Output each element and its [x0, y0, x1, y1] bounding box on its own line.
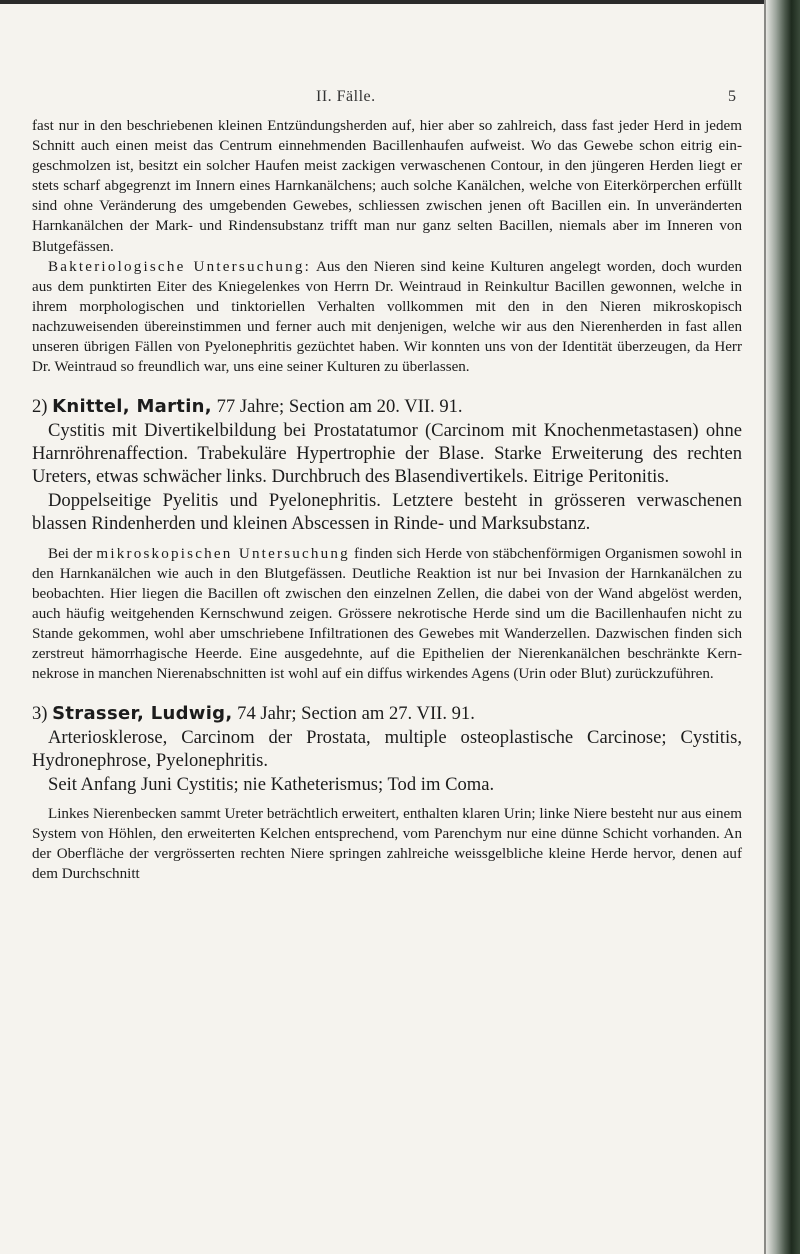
bacteriology-text: Aus den Nieren sind keine Kulturen angelegt worden, doch wurden aus dem punktirten Eiter des Kniegelenkes von Herrn Dr. Weintraud in Reinkultur Bacillen gewonnen, welche in ihrem morphologischen und tinktoriellen Verhalten vollkommen mit den in den Nieren mikroskopisch nachzuweisenden übereinstimmen und ferner auch mit denjenigen, welche wir aus den Nierenherden in fast allen unseren übrigen Fällen von Pyelonephritis gezüchtet haben. Wir konnten uns von der Identität überzeugen, da Herr Dr. Weintraud so freundlich war, uns eine seiner Kulturen zu überlassen. — [32, 258, 742, 376]
running-head: II. Fälle. — [316, 88, 376, 105]
body-text — [32, 116, 742, 884]
page-number: 5 — [728, 88, 736, 105]
case-2-diagnosis-1: Cystitis mit Divertikelbildung bei Prostatatumor (Carcinom mit Knochenmetastasen) ohne Harnröhrenaffection. Trabekuläre Hypertrophie der Blase. Starke Erweiterung des rechten Ureters, etwas schwächer links. Durchbruch des Blasendivertikels. Eitrige Peritonitis. — [32, 419, 742, 488]
bacteriology-lead: Bakteriologische Untersuchung: — [48, 258, 311, 275]
case-3-number: 3) — [32, 703, 53, 725]
case-3-name: Strasser, Ludwig, — [52, 703, 233, 725]
page-header — [0, 88, 766, 112]
case-2-name: Knittel, Martin, — [52, 396, 212, 418]
case-2-body-post: finden sich Herde von stäbchenförmigen Organismen sowohl in den Harnkanälchen wie auch in den Blutgefässen. Deutliche Reaktion ist nur bei Invasion der Harnkanälchen zu beobachten. Hier liegen die Bacillen oft zwischen den einzelnen Zellen, die dabei von der Wand abgelöst werden, auch häufig weitgehenden Kernschwund zeigen. Grössere nekrotische Herde sind um die Bacillenhaufen nicht zu Stande gekommen, wohl aber umschriebene Infiltrationen des Gewebes mit Wanderzellen. Dazwischen finden sich zerstreut hämorrhagische Heerde. Eine ausgedehnte, auf die Epithelien der Nierenkanälchen beschränkte Kernnekrose in manchen Nierenabschnitten ist wohl auf ein diffus wirkendes Agens (Urin oder Blut) zurückzuführen. — [32, 545, 743, 683]
paragraph-bacteriology — [32, 257, 742, 378]
case-2-number: 2) — [32, 396, 53, 418]
case-2-diagnosis-2: Doppelseitige Pyelitis und Pyelonephritis. Letztere besteht in grösseren verwaschenen blassen Rindenherden und kleinen Abscessen in Rinde- und Marksubstanz. — [32, 489, 742, 535]
case-2-details: 77 Jahre; Section am 20. VII. 91. — [211, 396, 463, 418]
case-2-body — [32, 544, 742, 685]
binding-edge — [766, 0, 800, 1254]
case-3-body: Linkes Nierenbecken sammt Ureter beträchtlich erweitert, enthalten klaren Urin; linke Niere besteht nur aus einem System von Höhlen, den erweiterten Kelchen entsprechend, vom Parenchym nur eine dünne Schicht vorhanden. An der Oberfläche der vergrösserten rechten Niere springen zahlreiche weissgelbliche kleine Herde hervor, denen auf dem Durchschnitt — [32, 805, 742, 883]
case-3-diagnosis-2: Seit Anfang Juni Cystitis; nie Katheterismus; Tod im Coma. — [48, 773, 495, 795]
case-3-heading — [32, 702, 742, 725]
top-edge-rule — [0, 0, 766, 4]
paragraph-continuation: fast nur in den beschriebenen kleinen Entzündungsherden auf, hier aber so zahlreich, dass fast jeder Herd in jedem Schnitt auch einen meist das Centrum einnehmenden Bacillenhaufen aufweist. Wo das Gewebe schon eitrig eingeschmolzen ist, besitzt ein solcher Haufen meist zackigen verwaschenen Contour, in den jüngeren Herden liegt er stets scharf abgegrenzt im Innern eines Harnkanälchens; auch solche Kanälchen, welche von Eiterkörperchen erfüllt sind ohne Veränderung des umgebenden Gewebes, schliessen zwischen jenen oft Bacillen ein. In unveränderten Harnkanälchen der Mark- und Rindensubstanz trifft man nur ganz selten Bacillen, niemals aber im Inneren von Blutgefässen. — [32, 118, 742, 255]
case-2-body-pre: Bei der — [48, 545, 97, 562]
case-3-diagnosis-1: Arteriosklerose, Carcinom der Prostata, multiple osteoplastische Carcinose; Cystitis, Hydronephrose, Pyelonephritis. — [32, 726, 742, 772]
case-2-body-spaced: mikroskopischen Untersuchung — [96, 545, 350, 562]
case-3-details: 74 Jahr; Section am 27. VII. 91. — [232, 703, 475, 725]
case-2-heading — [32, 395, 742, 418]
